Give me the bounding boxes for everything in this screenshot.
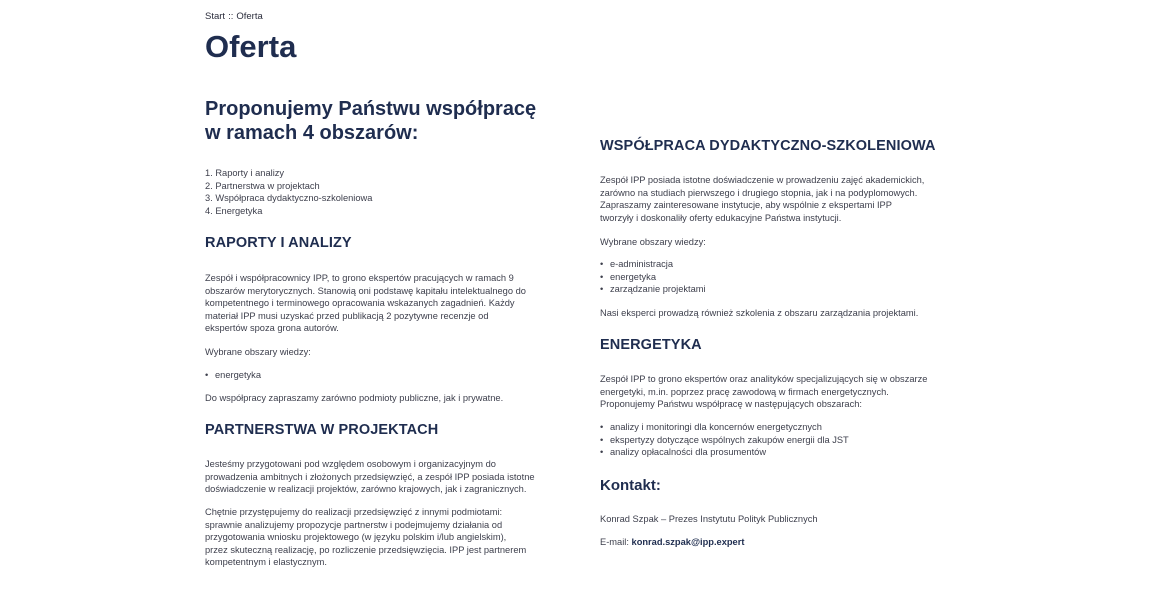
raporty-text-line: Zespół i współpracownicy IPP, to grono ekspertów pracujących w ramach 9 bbox=[205, 273, 514, 283]
partnerstwa-paragraph-2 bbox=[205, 506, 565, 569]
raporty-text-line: materiał IPP musi uzyskać przed publikacją 2 pozytywne recenzje od bbox=[205, 310, 489, 321]
email-link[interactable]: konrad.szpak@ipp.expert bbox=[631, 537, 745, 547]
breadcrumb-current: Oferta bbox=[236, 11, 263, 22]
areas-list-item: 4. Energetyka bbox=[205, 205, 263, 216]
kontakt-email-row bbox=[600, 536, 744, 549]
lead-line-1: Proponujemy Państwu współpracę bbox=[205, 98, 537, 120]
energetyka-heading: ENERGETYKA bbox=[600, 337, 702, 353]
breadcrumb-separator: :: bbox=[228, 11, 234, 22]
dydaktyka-heading: WSPÓŁPRACA DYDAKTYCZNO-SZKOLENIOWA bbox=[600, 138, 936, 154]
breadcrumb bbox=[205, 11, 263, 22]
partnerstwa-text-line: przez skuteczną realizację, po rozliczenie przedsięwzięcia. IPP jest partnerem bbox=[205, 544, 527, 555]
dydaktyka-text-line: Zespół IPP posiada istotne doświadczenie w prowadzeniu zajęć akademickich, bbox=[600, 175, 925, 185]
energetyka-area-item: • ekspertyzy dotyczące wspólnych zakupów energii dla JST bbox=[600, 434, 849, 447]
raporty-text-line: ekspertów spoza grona autorów. bbox=[205, 323, 339, 334]
energetyka-area-item: • analizy i monitoringi dla koncernów energetycznych bbox=[600, 421, 849, 434]
raporty-text-line: kompetentnego i terminowego opracowania wskazanych zagadnień. Każdy bbox=[205, 298, 515, 309]
dydaktyka-area-item: • zarządzanie projektami bbox=[600, 283, 706, 296]
areas-list-item: 3. Współpraca dydaktyczno-szkoleniowa bbox=[205, 193, 373, 204]
energetyka-area-item: • analizy opłacalności dla prosumentów bbox=[600, 446, 849, 459]
partnerstwa-text-line: kompetentnym i elastycznym. bbox=[205, 557, 327, 568]
raporty-area-item: • energetyka bbox=[205, 369, 261, 382]
dydaktyka-paragraph bbox=[600, 174, 970, 224]
breadcrumb-home-link[interactable]: Start bbox=[205, 11, 226, 22]
areas-list-item: 2. Partnerstwa w projektach bbox=[205, 180, 320, 191]
raporty-heading: RAPORTY I ANALIZY bbox=[205, 235, 352, 251]
dydaktyka-areas-label: Wybrane obszary wiedzy: bbox=[600, 237, 706, 247]
raporty-text-line: obszarów merytorycznych. Stanowią oni podstawę kapitału intelektualnego do bbox=[205, 285, 526, 296]
raporty-paragraph bbox=[205, 272, 565, 335]
dydaktyka-areas-list bbox=[600, 258, 706, 296]
dydaktyka-closing: Nasi eksperci prowadzą również szkolenia z obszaru zarządzania projektami. bbox=[600, 308, 919, 318]
partnerstwa-text-line: Jesteśmy przygotowani pod względem osobowym i organizacyjnym do bbox=[205, 459, 496, 469]
dydaktyka-text-line: zarówno na studiach pierwszego i drugiego stopnia, jak i na podyplomowych. bbox=[600, 187, 918, 198]
partnerstwa-text-line: Chętnie przystępujemy do realizacji przedsięwzięć z innymi podmiotami: bbox=[205, 507, 503, 517]
energetyka-text-line: Proponujemy Państwu współpracę w następujących obszarach: bbox=[600, 399, 863, 410]
kontakt-person: Konrad Szpak – Prezes Instytutu Polityk Publicznych bbox=[600, 514, 818, 524]
dydaktyka-area-item: • e-administracja bbox=[600, 258, 706, 271]
energetyka-text-line: Zespół IPP to grono ekspertów oraz analityków specjalizujących się w obszarze bbox=[600, 374, 928, 384]
raporty-areas-list bbox=[205, 369, 261, 382]
partnerstwa-text-line: sprawnie analizujemy propozycje partnerstw i podejmujemy działania od bbox=[205, 519, 503, 530]
areas-list bbox=[205, 167, 372, 217]
dydaktyka-area-item: • energetyka bbox=[600, 271, 706, 284]
raporty-areas-label: Wybrane obszary wiedzy: bbox=[205, 347, 311, 357]
partnerstwa-text-line: doświadczenie w realizacji projektów, zarówno krajowych, jak i zagranicznych. bbox=[205, 484, 527, 495]
partnerstwa-paragraph-1 bbox=[205, 458, 565, 496]
partnerstwa-heading: PARTNERSTWA W PROJEKTACH bbox=[205, 422, 439, 438]
energetyka-paragraph bbox=[600, 373, 970, 411]
page-title: Oferta bbox=[205, 29, 297, 64]
kontakt-heading: Kontakt: bbox=[600, 477, 661, 494]
partnerstwa-text-line: przygotowania wniosku projektowego (w języku polskim i/lub angielskim), bbox=[205, 532, 507, 543]
areas-list-item: 1. Raporty i analizy bbox=[205, 168, 285, 178]
dydaktyka-text-line: tworzyły i doskonaliły oferty edukacyjne Państwa instytucji. bbox=[600, 212, 842, 223]
partnerstwa-text-line: prowadzenia ambitnych i złożonych przedsięwzięć, a zespół IPP posiada istotne bbox=[205, 471, 535, 482]
email-label: E-mail: bbox=[600, 537, 629, 547]
dydaktyka-text-line: Zapraszamy zainteresowane instytucje, aby wspólnie z ekspertami IPP bbox=[600, 200, 892, 211]
energetyka-areas-list bbox=[600, 421, 849, 459]
lead-line-2: w ramach 4 obszarów: bbox=[205, 122, 419, 144]
lead-heading bbox=[205, 97, 565, 145]
raporty-closing: Do współpracy zapraszamy zarówno podmioty publiczne, jak i prywatne. bbox=[205, 393, 504, 403]
energetyka-text-line: energetyki, m.in. poprzez pracę zawodową w firmach energetycznych. bbox=[600, 386, 889, 397]
